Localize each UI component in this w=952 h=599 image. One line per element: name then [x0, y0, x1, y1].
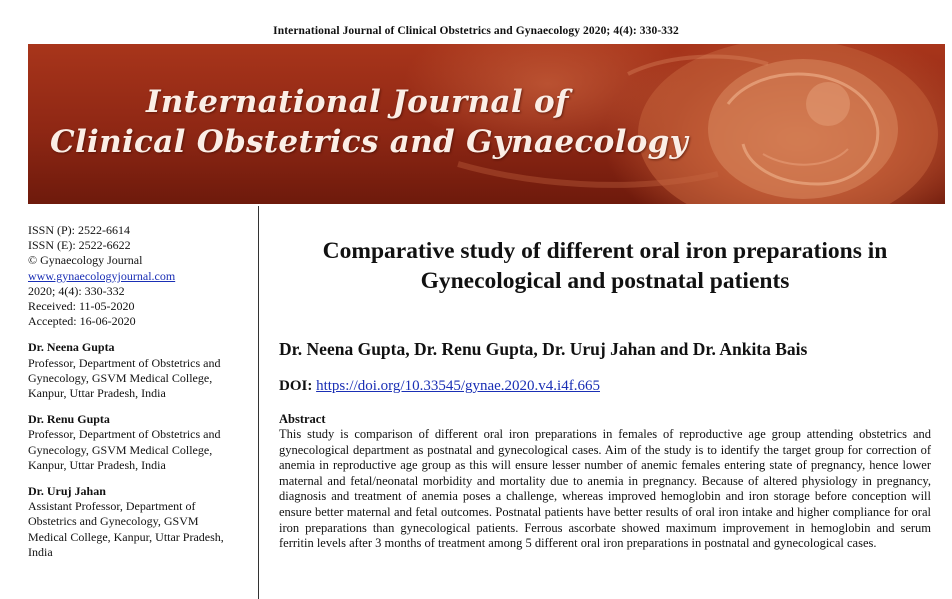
author-affiliation: Professor, Department of Obstetrics and Gynecology, GSVM Medical College, Kanpur, Uttar Pradesh, India	[28, 427, 221, 472]
issn-print: ISSN (P): 2522-6614	[28, 223, 131, 237]
author-name: Dr. Neena Gupta	[28, 340, 115, 355]
abstract-text: This study is comparison of different oral iron preparations in females of reproductive age group attending obstetrics and gynecological department as postnatal and gynecological cases. Aim of the study is to identify the target group for correction of anemia in reproductive age group as this will ensure lesser number of anemic females entering state of pregnancy, hence lower maternal and fetal/neonatal morbidity and mortality due to anemia in pregnancy. Because of altered physiology in pregnancy, diagnosis and treatment of anemia poses a challenge, whereas improved hemoglobin and iron storage before conception will ensure better maternal and fetal outcomes. Postnatal patients have better results of oral iron intake and higher compliance for oral iron preparations than gynecological patients. Ferrous ascorbate showed maximum improvement in hemoglobin and serum ferritin levels after 3 months of treatment among 5 different oral iron preparations in postnatal and gynecological cases.	[279, 427, 931, 551]
sidebar	[28, 223, 250, 560]
author-name: Dr. Uruj Jahan	[28, 484, 106, 499]
author-affiliation: Professor, Department of Obstetrics and Gynecology, GSVM Medical College, Kanpur, Uttar Pradesh, India	[28, 355, 221, 401]
issn-electronic: ISSN (E): 2522-6622	[28, 238, 131, 253]
running-head: International Journal of Clinical Obstetrics and Gynaecology 2020; 4(4): 330-332	[273, 25, 679, 37]
author-block	[28, 412, 250, 473]
journal-website-link[interactable]: www.gynaecologyjournal.com	[28, 268, 176, 283]
column-divider	[258, 206, 259, 599]
accepted-date: Accepted: 16-06-2020	[28, 314, 136, 329]
journal-title-line1: International Journal of	[146, 84, 569, 120]
article-authors: Dr. Neena Gupta, Dr. Renu Gupta, Dr. Uruj Jahan and Dr. Ankita Bais	[279, 339, 808, 359]
journal-title-line2: Clinical Obstetrics and Gynaecology	[50, 124, 688, 160]
doi-link[interactable]: https://doi.org/10.33545/gynae.2020.v4.i4f.665	[316, 378, 600, 394]
doi-label: DOI:	[279, 378, 313, 394]
volume-info: 2020; 4(4): 330-332	[28, 283, 125, 298]
author-block	[28, 340, 250, 401]
article-main	[279, 236, 931, 552]
abstract-heading: Abstract	[279, 412, 326, 426]
copyright: © Gynaecology Journal	[28, 253, 143, 268]
journal-banner	[28, 44, 945, 204]
journal-banner-title	[50, 82, 688, 162]
author-name: Dr. Renu Gupta	[28, 412, 110, 427]
journal-metadata	[28, 223, 250, 329]
author-block	[28, 484, 250, 560]
doi-line	[279, 376, 931, 396]
article-title: Comparative study of different oral iron preparations in Gynecological and postnatal patients	[322, 238, 888, 294]
received-date: Received: 11-05-2020	[28, 299, 135, 314]
author-affiliation: Assistant Professor, Department of Obstetrics and Gynecology, GSVM Medical College, Kanpur, Uttar Pradesh, India	[28, 499, 224, 559]
